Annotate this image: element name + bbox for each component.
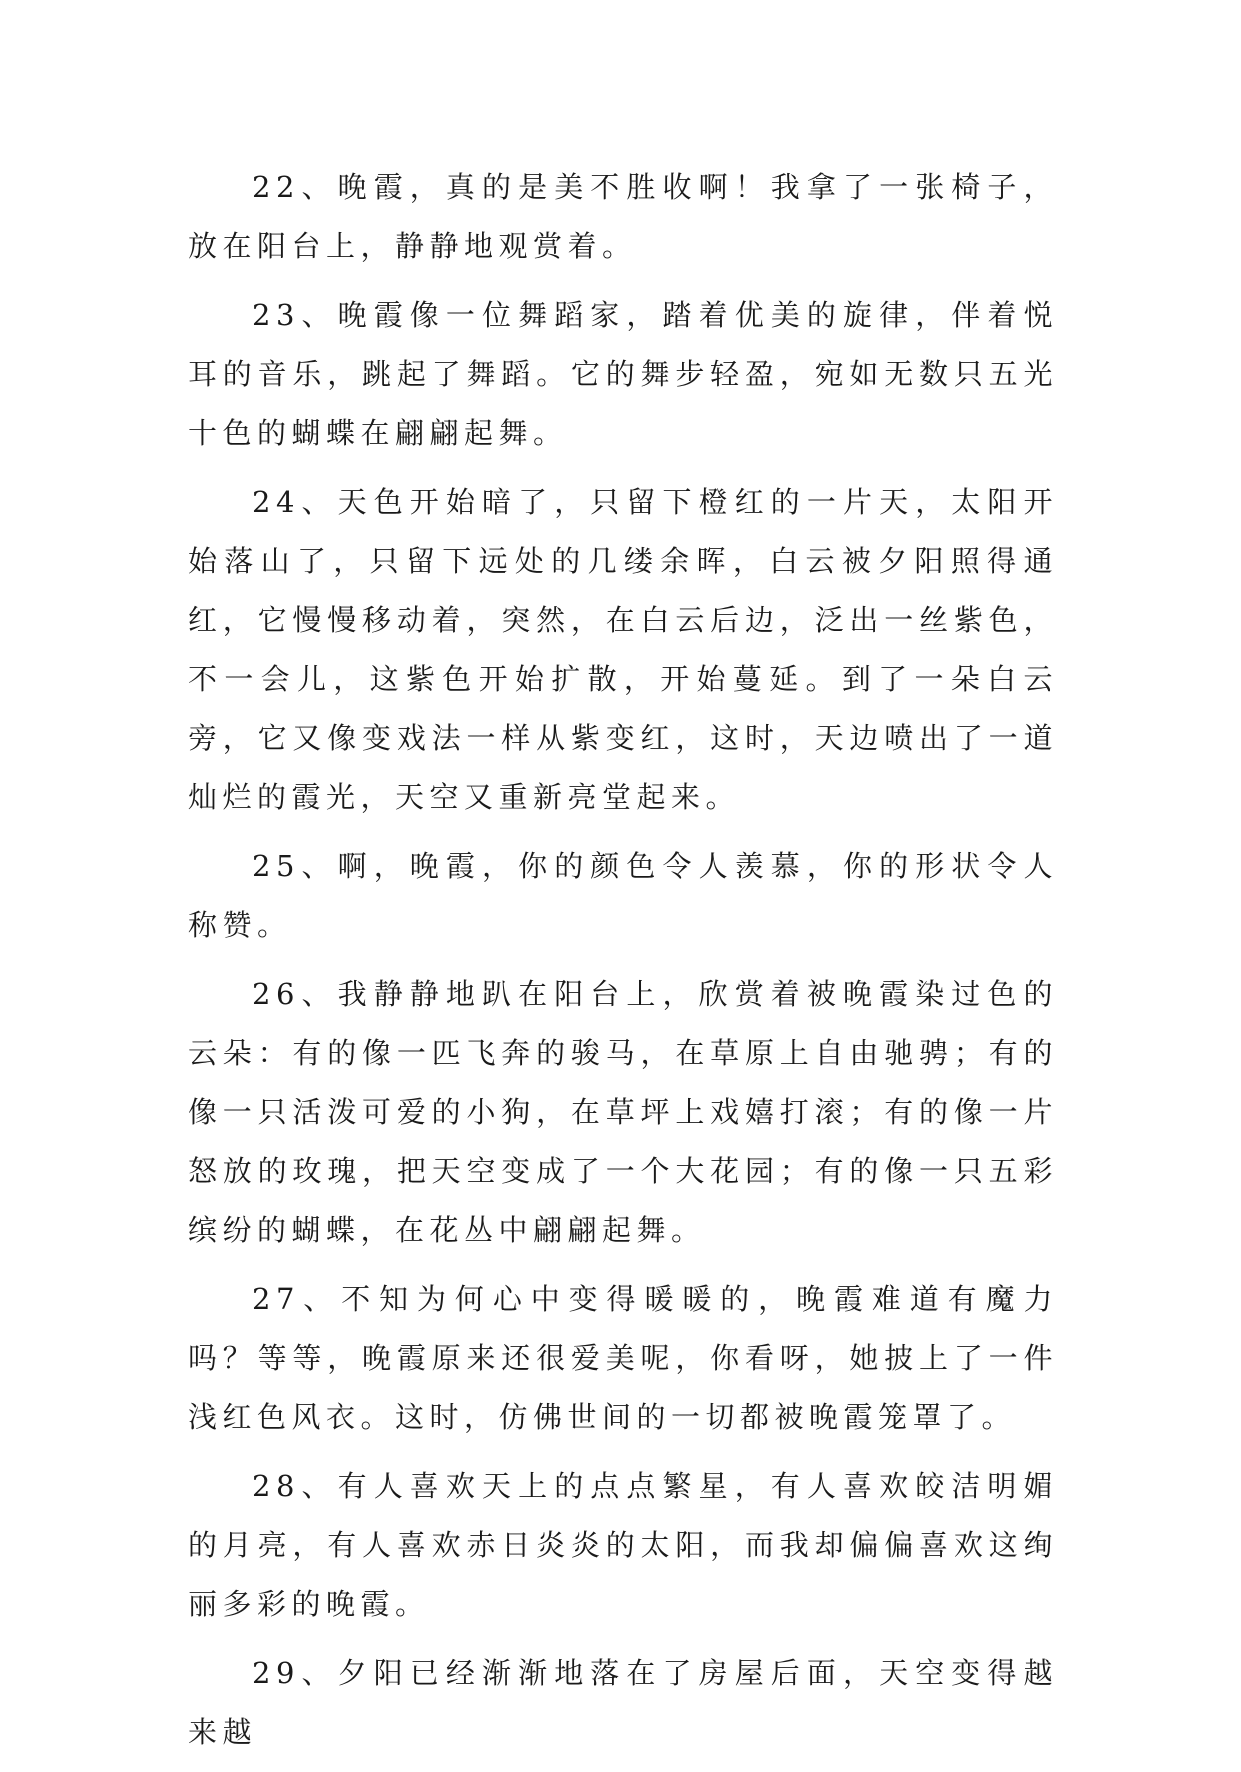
paragraph-28: 28、有人喜欢天上的点点繁星，有人喜欢皎洁明媚的月亮，有人喜欢赤日炎炎的太阳，而我却偏偏喜欢这绚丽多彩的晚霞。 <box>188 1469 1058 1621</box>
document-body <box>188 158 1058 1772</box>
paragraph-23: 23、晚霞像一位舞蹈家，踏着优美的旋律，伴着悦耳的音乐，跳起了舞蹈。它的舞步轻盈，宛如无数只五光十色的蝴蝶在翩翩起舞。 <box>188 298 1058 450</box>
paragraph-24: 24、天色开始暗了，只留下橙红的一片天，太阳开始落山了，只留下远处的几缕余晖，白云被夕阳照得通红，它慢慢移动着，突然，在白云后边，泛出一丝紫色，不一会儿，这紫色开始扩散，开始蔓延。到了一朵白云旁，它又像变戏法一样从紫变红，这时，天边喷出了一道灿烂的霞光，天空又重新亮堂起来。 <box>188 485 1058 814</box>
paragraph-27: 27、不知为何心中变得暖暖的，晚霞难道有魔力吗？等等，晚霞原来还很爱美呢，你看呀，她披上了一件浅红色风衣。这时，仿佛世间的一切都被晚霞笼罩了。 <box>188 1282 1058 1434</box>
paragraph-25: 25、啊，晚霞，你的颜色令人羡慕，你的形状令人称赞。 <box>188 849 1058 942</box>
paragraph-26: 26、我静静地趴在阳台上，欣赏着被晚霞染过色的云朵：有的像一匹飞奔的骏马，在草原上自由驰骋；有的像一只活泼可爱的小狗，在草坪上戏嬉打滚；有的像一片怒放的玫瑰，把天空变成了一个大花园；有的像一只五彩缤纷的蝴蝶，在花丛中翩翩起舞。 <box>188 977 1058 1247</box>
paragraph-29: 29、夕阳已经渐渐地落在了房屋后面，天空变得越来越 <box>188 1656 1058 1749</box>
paragraph-22: 22、晚霞，真的是美不胜收啊！我拿了一张椅子，放在阳台上，静静地观赏着。 <box>188 170 1058 263</box>
